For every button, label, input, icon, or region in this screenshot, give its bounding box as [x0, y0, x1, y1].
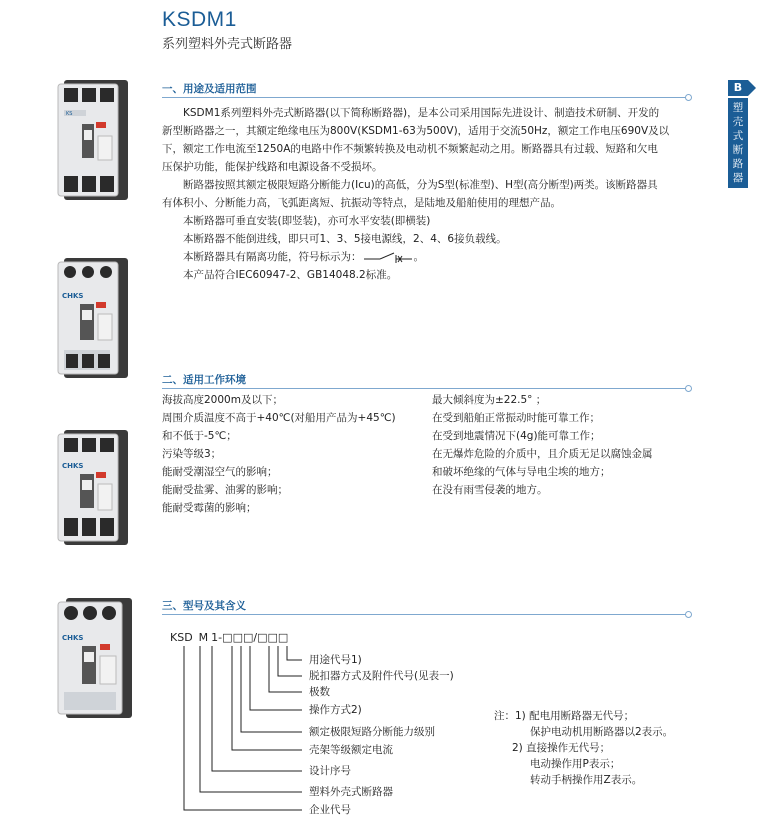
section-2-rule-end	[685, 385, 692, 392]
env-left-3: 和不低于-5℃；	[162, 430, 237, 442]
page-title: KSDM1	[162, 8, 237, 31]
section-3-title: 三、型号及其含义	[162, 600, 246, 612]
code-label-4: 操作方式2)	[309, 704, 362, 716]
code-ksd: KSD	[170, 631, 193, 644]
env-right-6: 在没有雨雪侵袭的地方。	[432, 484, 548, 496]
s1-line-8: 本断路器不能倒进线，即只可1、3、5接电源线，2、4、6接负载线。	[183, 233, 507, 245]
code-dash: -	[218, 631, 223, 644]
env-left-1: 海拔高度2000m及以下；	[162, 394, 283, 406]
breaker-3-brand: CHKS	[62, 462, 84, 470]
breaker-4-brand: CHKS	[62, 634, 84, 642]
breaker-image-3	[56, 430, 136, 545]
isolation-text: 本断路器具有隔离功能，符号标示为：	[183, 251, 362, 263]
env-left-7: 能耐受霉菌的影响；	[162, 502, 257, 514]
env-left-4: 污染等级3；	[162, 448, 222, 460]
isolation-period: 。	[413, 251, 424, 263]
code-m: M	[198, 631, 209, 644]
code-box-5: □	[267, 631, 278, 644]
code-label-3: 极数	[309, 686, 330, 698]
s1-line-1: KSDM1系列塑料外壳式断路器(以下简称断路器)，是本公司采用国际先进设计、制造技术研制、开发的	[183, 107, 660, 119]
s1-line-9	[162, 248, 702, 266]
section-2-title: 二、适用工作环境	[162, 374, 246, 386]
code-label-7: 设计序号	[309, 765, 351, 777]
env-right-1: 最大倾斜度为±22.5° ；	[432, 394, 547, 406]
env-left-2: 周围介质温度不高于+40℃(对船用产品为+45℃)	[162, 412, 396, 424]
s1-line-2: 新型断路器之一，其额定绝缘电压为800V(KSDM1-63为500V)，适用于交流50Hz，额定工作电压690V及以	[162, 125, 670, 137]
section-3-rule	[162, 614, 686, 615]
env-right-2: 在受到船舶正常振动时能可靠工作；	[432, 412, 600, 424]
s1-line-7: 本断路器可垂直安装(即竖装)，亦可水平安装(即横装)	[183, 215, 431, 227]
section-3-rule-end	[685, 611, 692, 618]
breaker-image-2	[56, 258, 136, 378]
env-right-3: 在受到地震情况下(4g)能可靠工作；	[432, 430, 601, 442]
code-label-2: 脱扣器方式及附件代号(见表一)	[309, 670, 454, 682]
note-1: 注：1) 配电用断路器无代号；	[494, 710, 635, 722]
section-2-rule	[162, 388, 686, 389]
code-label-6: 壳架等级额定电流	[309, 744, 393, 756]
code-label-8: 塑料外壳式断路器	[309, 786, 393, 798]
note-4: 电动操作用P表示；	[530, 758, 621, 770]
model-code	[170, 631, 288, 644]
env-right-4: 在无爆炸危险的介质中，且介质无足以腐蚀金属	[432, 448, 653, 460]
code-slash: /	[253, 631, 258, 644]
section-1-body	[162, 104, 702, 284]
s1-line-5: 断路器按照其额定极限短路分断能力(Icu)的高低，分为S型(标准型)、H型(高分断型)两类。该断路器具	[183, 179, 658, 191]
code-label-9: 企业代号	[309, 804, 351, 816]
section-1-title: 一、用途及适用范围	[162, 83, 257, 95]
env-left-5: 能耐受潮湿空气的影响；	[162, 466, 278, 478]
note-3: 2) 直接操作无代号；	[512, 742, 611, 754]
s1-line-6: 有体积小、分断能力高，飞弧距离短、抗振动等特点，是陆地及船舶使用的理想产品。	[162, 197, 561, 209]
note-5: 转动手柄操作用Z表示。	[530, 774, 643, 786]
env-right-5: 和破坏绝缘的气体与导电尘埃的地方；	[432, 466, 611, 478]
section-1-rule	[162, 97, 686, 98]
section-1-rule-end	[685, 94, 692, 101]
side-tab[interactable]	[728, 80, 769, 184]
note-2: 保护电动机用断路器以2表示。	[530, 726, 674, 738]
code-label-5: 额定极限短路分断能力级别	[309, 726, 435, 738]
model-code-leaders	[160, 644, 320, 816]
code-box-6: □	[277, 631, 289, 644]
breaker-image-4	[56, 598, 140, 718]
side-tab-arrow	[748, 80, 756, 96]
side-tab-letter: B	[728, 80, 748, 96]
s1-line-3: 下，额定工作电流至1250A的电路中作不频繁转换及电动机不频繁起动之用。断路器具有过载、短路和欠电	[162, 143, 658, 155]
s1-line-10: 本产品符合IEC60947-2、GB14048.2标准。	[183, 269, 398, 281]
code-box-2: □	[232, 631, 243, 644]
side-tab-text: 塑壳式断路器	[728, 98, 748, 188]
breaker-1-brand: KS	[66, 111, 73, 117]
isolation-symbol-icon	[362, 251, 414, 263]
breaker-image-1	[56, 80, 136, 200]
page-subtitle: 系列塑料外壳式断路器	[162, 37, 293, 52]
env-left-6: 能耐受盐雾、油雾的影响；	[162, 484, 288, 496]
s1-line-4: 压保护功能，能保护线路和电源设备不受损坏。	[162, 161, 383, 173]
code-box-1: □	[222, 631, 233, 644]
code-1: 1	[211, 631, 219, 644]
code-label-1: 用途代号1)	[309, 654, 362, 666]
code-box-3: □	[242, 631, 254, 644]
code-box-4: □	[257, 631, 268, 644]
breaker-2-brand: CHKS	[62, 292, 84, 300]
